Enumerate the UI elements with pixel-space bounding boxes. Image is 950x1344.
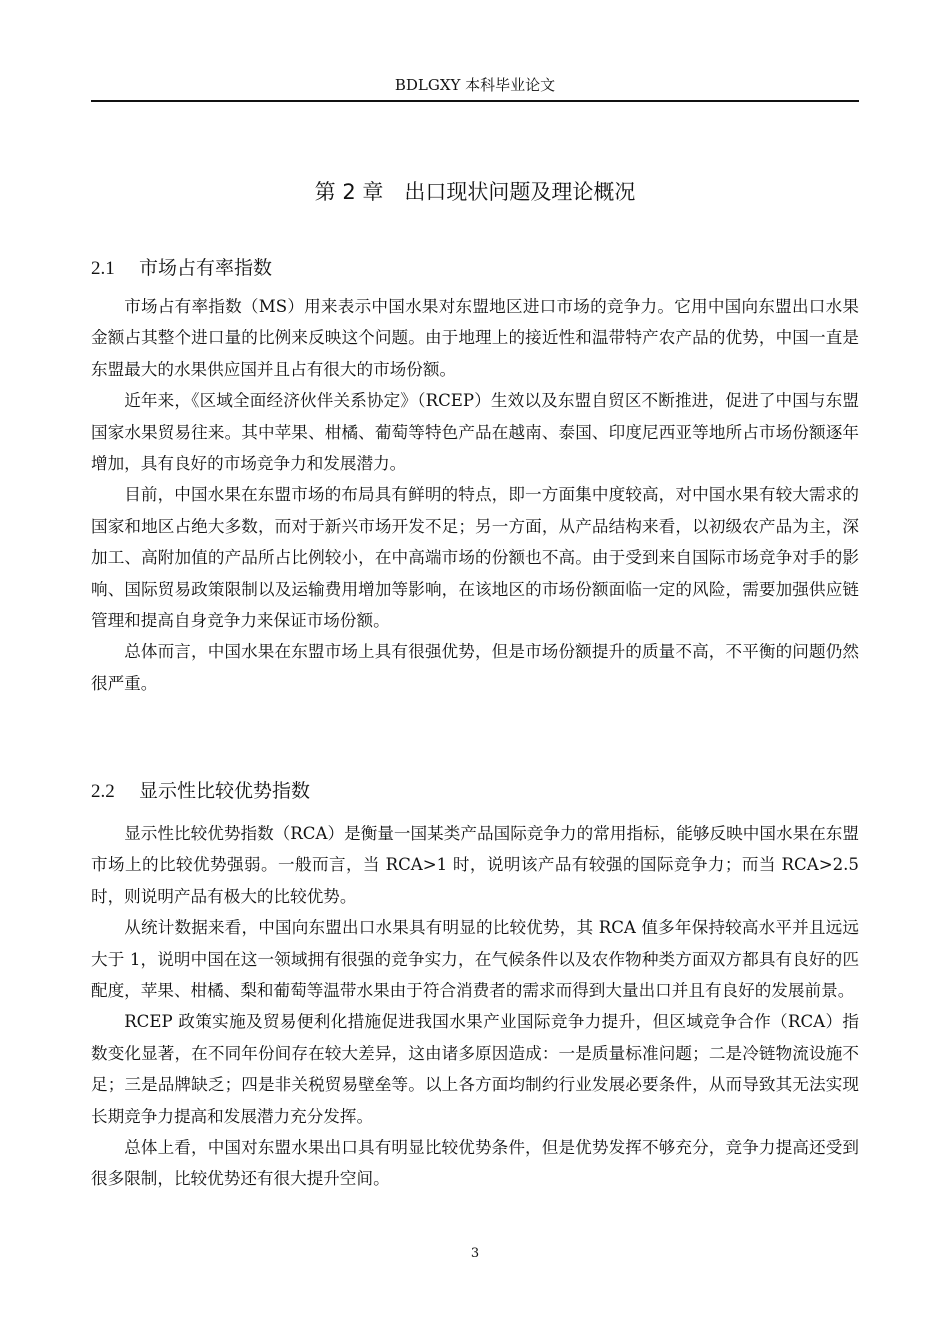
paragraph: 近年来，《区域全面经济伙伴关系协定》（RCEP）生效以及东盟自贸区不断推进，促进了中国与东盟国家水果贸易往来。其中苹果、柑橘、葡萄等特色产品在越南、泰国、印度尼西亚等地所占市场份额逐年增加，具有良好的市场竞争力和发展潜力。: [91, 391, 859, 474]
paragraph: 从统计数据来看，中国向东盟出口水果具有明显的比较优势，其 RCA 值多年保持较高水平并且远远大于 1，说明中国在这一领域拥有很强的竞争实力，在气候条件以及农作物种类方面双方都具有良好的匹配度，苹果、柑橘、梨和葡萄等温带水果由于符合消费者的需求而得到大量出口并且有良好的发展前景。: [91, 918, 859, 1001]
header-rule: [91, 100, 859, 102]
section-number: 2.2: [91, 781, 115, 802]
paragraph: 市场占有率指数（MS）用来表示中国水果对东盟地区进口市场的竞争力。它用中国向东盟出口水果金额占其整个进口量的比例来反映这个问题。由于地理上的接近性和温带特产农产品的优势，中国一直是东盟最大的水果供应国并且占有很大的市场份额。: [91, 297, 859, 379]
section-body-2-2: [91, 818, 859, 1195]
paragraph: 显示性比较优势指数（RCA）是衡量一国某类产品国际竞争力的常用指标，能够反映中国水果在东盟市场上的比较优势强弱。一般而言，当 RCA>1 时，说明该产品有较强的国际竞争力；而当 RCA>2.5 时，则说明产品有极大的比较优势。: [91, 824, 859, 906]
running-header: BDLGXY 本科毕业论文: [394, 76, 556, 94]
paragraph: 总体上看，中国对东盟水果出口具有明显比较优势条件，但是优势发挥不够充分，竞争力提高还受到很多限制，比较优势还有很大提升空间。: [91, 1138, 859, 1189]
paragraph: 总体而言，中国水果在东盟市场上具有很强优势，但是市场份额提升的质量不高，不平衡的问题仍然很严重。: [91, 642, 859, 693]
section-heading-2-1: [91, 253, 272, 284]
section-number: 2.1: [91, 258, 115, 279]
paragraph: RCEP 政策实施及贸易便利化措施促进我国水果产业国际竞争力提升，但区域竞争合作（RCA）指数变化显著，在不同年份间存在较大差异，这由诸多原因造成：一是质量标准问题；二是冷链物流设施不足；三是品牌缺乏；四是非关税贸易壁垒等。以上各方面均制约行业发展必要条件，从而导致其无法实现长期竞争力提高和发展潜力充分发挥。: [91, 1012, 859, 1126]
section-title: 市场占有率指数: [139, 257, 273, 279]
page-number: 3: [470, 1246, 480, 1261]
chapter-title: 第 2 章 出口现状问题及理论概况: [314, 180, 636, 204]
section-title: 显示性比较优势指数: [139, 780, 311, 802]
section-heading-2-2: [91, 776, 310, 807]
paragraph: 目前，中国水果在东盟市场的布局具有鲜明的特点，即一方面集中度较高，对中国水果有较大需求的国家和地区占绝大多数，而对于新兴市场开发不足；另一方面，从产品结构来看，以初级农产品为主，深加工、高附加值的产品所占比例较小，在中高端市场的份额也不高。由于受到来自国际市场竞争对手的影响、国际贸易政策限制以及运输费用增加等影响，在该地区的市场份额面临一定的风险，需要加强供应链管理和提高自身竞争力来保证市场份额。: [91, 485, 859, 631]
section-body-2-1: [91, 291, 859, 699]
